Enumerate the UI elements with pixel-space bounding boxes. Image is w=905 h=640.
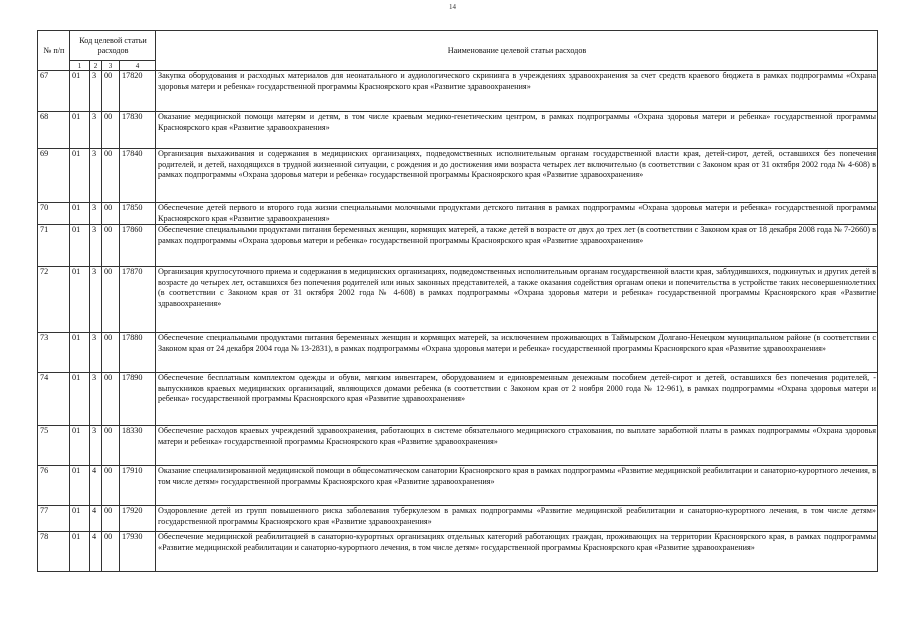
- subheader-1: 1: [70, 61, 90, 71]
- table-row: [38, 267, 878, 333]
- subheader-3: 3: [102, 61, 120, 71]
- code-part-4: 18330: [120, 426, 156, 466]
- code-part-1: 01: [70, 506, 90, 532]
- row-number: 71: [38, 225, 70, 267]
- row-description: Обеспечение детей первого и второго года жизни специальными молочными продуктами детского питания в рамках подпрограммы «Охрана здоровья матери и ребенка» государственной программы Красноярского края «Развитие здравоохранения»: [156, 203, 878, 225]
- row-description: Обеспечение специальными продуктами питания беременных женщин, кормящих матерей, а также детей в возрасте от двух до трех лет (в соответствии с Законом края от 18 декабря 2008 года № 7-2660) в рамках подпрограммы «Охрана здоровья матери и ребенка» государственной программы Красноярского края «Развитие здравоохранения»: [156, 225, 878, 267]
- code-part-3: 00: [102, 71, 120, 112]
- code-part-1: 01: [70, 225, 90, 267]
- code-part-1: 01: [70, 149, 90, 203]
- header-name: Наименование целевой статьи расходов: [156, 31, 878, 71]
- header-number: № п/п: [38, 31, 70, 71]
- code-part-1: 01: [70, 426, 90, 466]
- code-part-1: 01: [70, 267, 90, 333]
- subheader-2: 2: [90, 61, 102, 71]
- code-part-1: 01: [70, 466, 90, 506]
- row-description: Оказание специализированной медицинской помощи в общесоматическом санатории Красноярского края в рамках подпрограммы «Развитие медицинской реабилитации и санаторно-курортного лечения, в том числе детям» государственной программы Красноярского края «Развитие здравоохранения»: [156, 466, 878, 506]
- code-part-2: 4: [90, 506, 102, 532]
- code-part-2: 3: [90, 71, 102, 112]
- code-part-4: 17850: [120, 203, 156, 225]
- code-part-2: 3: [90, 333, 102, 373]
- row-number: 75: [38, 426, 70, 466]
- row-number: 68: [38, 112, 70, 149]
- budget-table: [37, 30, 878, 572]
- table-row: [38, 112, 878, 149]
- code-part-3: 00: [102, 225, 120, 267]
- code-part-1: 01: [70, 71, 90, 112]
- code-part-3: 00: [102, 203, 120, 225]
- code-part-3: 00: [102, 333, 120, 373]
- header-code: Код целевой статьи расходов: [70, 31, 156, 61]
- code-part-1: 01: [70, 333, 90, 373]
- page-number: 14: [449, 3, 456, 11]
- code-part-2: 3: [90, 203, 102, 225]
- code-part-2: 3: [90, 112, 102, 149]
- table-row: [38, 466, 878, 506]
- code-part-3: 00: [102, 112, 120, 149]
- table-body: [38, 71, 878, 572]
- row-description: Организация выхаживания и содержания в медицинских организациях, подведомственных исполнительным органам государственной власти края, детей-сирот, детей, оставшихся без попечения родителей, и детей, находящихся в трудной жизненной ситуации, с рождения и до достижения ими возраста четырех лет включительно (в соответствии с Законом края от 31 октября 2002 года № 4-608) в рамках подпрограммы «Охрана здоровья матери и ребенка» государственной программы Красноярского края «Развитие здравоохранения»: [156, 149, 878, 203]
- row-description: Организация круглосуточного приема и содержания в медицинских организациях, подведомственных исполнительным органам государственной власти края, заблудившихся, подкинутых и других детей в возрасте до четырех лет, оставшихся без попечения родителей или иных законных представителей, а также оказания содействия органам опеки и попечительства в устройстве таких несовершеннолетних (в соответствии с Законом края от 31 октября 2002 года № 4-608) в рамках подпрограммы «Охрана здоровья матери и ребенка» государственной программы Красноярского края «Развитие здравоохранения»: [156, 267, 878, 333]
- code-part-4: 17830: [120, 112, 156, 149]
- code-part-2: 3: [90, 373, 102, 426]
- code-part-4: 17870: [120, 267, 156, 333]
- row-description: Закупка оборудования и расходных материалов для неонатального и аудиологического скрининга в учреждениях здравоохранения за счет средств краевого бюджета в рамках подпрограммы «Охрана здоровья матери и ребенка» государственной программы Красноярского края «Развитие здравоохранения»: [156, 71, 878, 112]
- table-row: [38, 203, 878, 225]
- table-row: [38, 532, 878, 572]
- table-row: [38, 506, 878, 532]
- code-part-1: 01: [70, 112, 90, 149]
- row-number: 69: [38, 149, 70, 203]
- code-part-4: 17920: [120, 506, 156, 532]
- code-part-2: 3: [90, 225, 102, 267]
- table-row: [38, 225, 878, 267]
- table-row: [38, 426, 878, 466]
- row-number: 74: [38, 373, 70, 426]
- row-description: Обеспечение бесплатным комплектом одежды и обуви, мягким инвентарем, оборудованием и единовременным денежным пособием детей-сирот и детей, оставшихся без попечения родителей, - выпускников краевых медицинских организаций, являющихся домами ребенка (в соответствии с Законом края от 2 ноября 2000 года № 12-961), в рамках подпрограммы «Охрана здоровья матери и ребенка» государственной программы Красноярского края «Развитие здравоохранения»: [156, 373, 878, 426]
- table-row: [38, 373, 878, 426]
- table-row: [38, 149, 878, 203]
- row-number: 70: [38, 203, 70, 225]
- code-part-2: 4: [90, 466, 102, 506]
- row-number: 67: [38, 71, 70, 112]
- code-part-3: 00: [102, 149, 120, 203]
- code-part-4: 17890: [120, 373, 156, 426]
- code-part-2: 4: [90, 532, 102, 572]
- code-part-4: 17860: [120, 225, 156, 267]
- code-part-1: 01: [70, 203, 90, 225]
- row-description: Обеспечение специальными продуктами питания беременных женщин и кормящих матерей, за исключением проживающих в Таймырском Долгано-Ненецком муниципальном районе (в соответствии с Законом края от 24 декабря 2004 года № 13-2831), в рамках подпрограммы «Охрана здоровья матери и ребенка» государственной программы Красноярского края «Развитие здравоохранения»: [156, 333, 878, 373]
- table-row: [38, 71, 878, 112]
- row-number: 73: [38, 333, 70, 373]
- row-description: Оказание медицинской помощи матерям и детям, в том числе краевым медико-генетическим центром, в рамках подпрограммы «Охрана здоровья матери и ребенка» государственной программы Красноярского края «Развитие здравоохранения»: [156, 112, 878, 149]
- code-part-4: 17840: [120, 149, 156, 203]
- row-number: 77: [38, 506, 70, 532]
- subheader-4: 4: [120, 61, 156, 71]
- code-part-2: 3: [90, 149, 102, 203]
- code-part-3: 00: [102, 466, 120, 506]
- code-part-1: 01: [70, 373, 90, 426]
- code-part-3: 00: [102, 506, 120, 532]
- row-number: 72: [38, 267, 70, 333]
- code-part-2: 3: [90, 426, 102, 466]
- code-part-2: 3: [90, 267, 102, 333]
- code-part-3: 00: [102, 267, 120, 333]
- code-part-1: 01: [70, 532, 90, 572]
- row-number: 76: [38, 466, 70, 506]
- code-part-3: 00: [102, 426, 120, 466]
- table-row: [38, 333, 878, 373]
- code-part-4: 17820: [120, 71, 156, 112]
- row-description: Оздоровление детей из групп повышенного риска заболевания туберкулезом в рамках подпрограммы «Развитие медицинской реабилитации и санаторно-курортного лечения, в том числе детям» государственной программы Красноярского края «Развитие здравоохранения»: [156, 506, 878, 532]
- row-description: Обеспечение медицинской реабилитацией в санаторно-курортных организациях отдельных категорий работающих граждан, проживающих на территории Красноярского края, в рамках подпрограммы «Развитие медицинской реабилитации и санаторно-курортного лечения, в том числе детям» государственной программы Красноярского края «Развитие здравоохранения»: [156, 532, 878, 572]
- row-description: Обеспечение расходов краевых учреждений здравоохранения, работающих в системе обязательного медицинского страхования, по выплате заработной платы в рамках подпрограммы «Охрана здоровья матери и ребенка» государственной программы Красноярского края «Развитие здравоохранения»: [156, 426, 878, 466]
- code-part-3: 00: [102, 532, 120, 572]
- code-part-4: 17910: [120, 466, 156, 506]
- code-part-3: 00: [102, 373, 120, 426]
- code-part-4: 17880: [120, 333, 156, 373]
- row-number: 78: [38, 532, 70, 572]
- code-part-4: 17930: [120, 532, 156, 572]
